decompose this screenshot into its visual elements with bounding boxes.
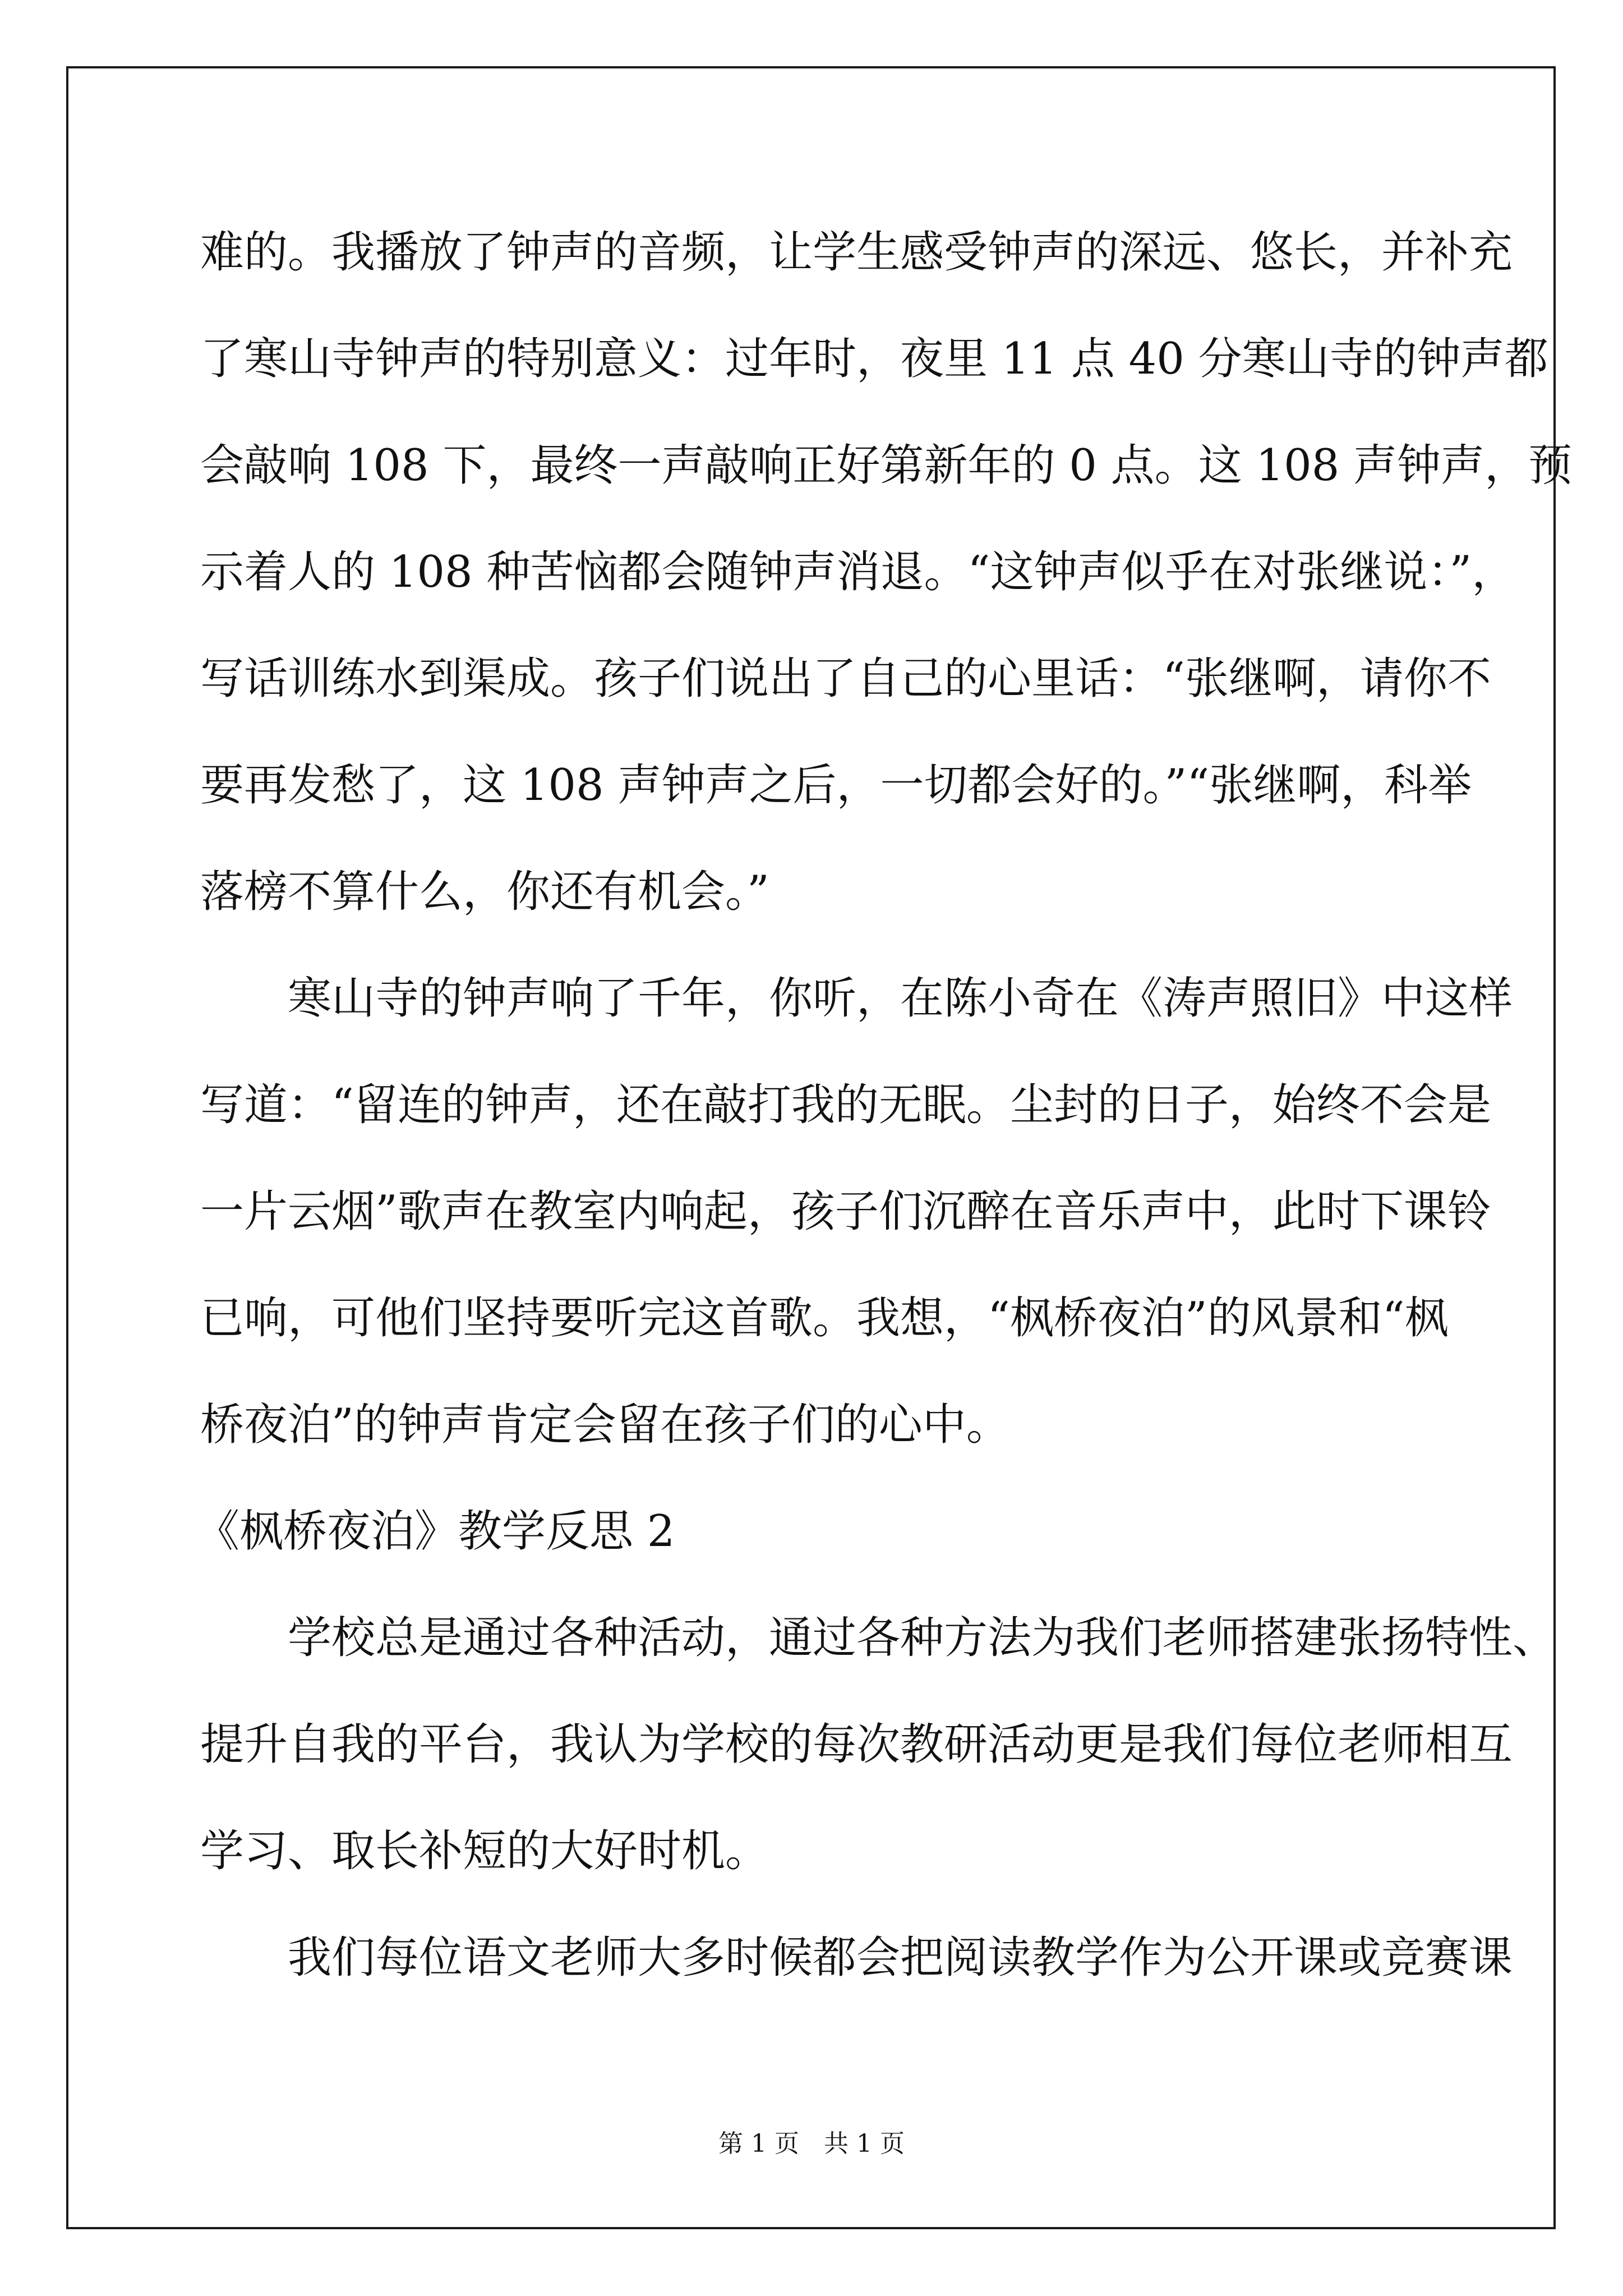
document-body bbox=[196, 210, 1573, 2022]
text-line: 桥夜泊”的钟声肯定会留在孩子们的心中。 bbox=[200, 1400, 1010, 1450]
page-footer: 第 1 页 共 1 页 bbox=[718, 2129, 905, 2158]
text-line: 我们每位语文老师大多时候都会把阅读教学作为公开课或竞赛课 bbox=[288, 1932, 1513, 1983]
text-line: 要再发愁了，这 108 声钟声之后，一切都会好的。”“张继啊，科举 bbox=[200, 760, 1472, 811]
paragraph-1 bbox=[200, 210, 1573, 956]
text-line: 会敲响 108 下，最终一声敲响正好第新年的 0 点。这 108 声钟声，预 bbox=[200, 440, 1573, 491]
text-line: 难的。我播放了钟声的音频，让学生感受钟声的深远、悠长，并补充 bbox=[200, 227, 1513, 278]
section-heading: 《枫桥夜泊》教学反思 2 bbox=[196, 1506, 675, 1557]
text-line: 写道：“留连的钟声，还在敲打我的无眠。尘封的日子，始终不会是 bbox=[200, 1080, 1491, 1130]
text-line: 已响，可他们坚持要听完这首歌。我想，“枫桥夜泊”的风景和“枫 bbox=[200, 1293, 1449, 1343]
text-line: 写话训练水到渠成。孩子们说出了自己的心里话：“张继啊，请你不 bbox=[200, 654, 1491, 704]
text-line: 一片云烟”歌声在教室内响起，孩子们沉醉在音乐声中，此时下课铃 bbox=[200, 1186, 1491, 1237]
text-line: 寒山寺的钟声响了千年，你听，在陈小奇在《涛声照旧》中这样 bbox=[288, 973, 1513, 1024]
paragraph-4 bbox=[200, 1916, 1513, 2022]
paragraph-2 bbox=[200, 956, 1513, 1489]
text-line: 学校总是通过各种活动，通过各种方法为我们老师搭建张扬特性、 bbox=[288, 1613, 1557, 1663]
text-line: 落榜不算什么，你还有机会。” bbox=[200, 867, 769, 917]
paragraph-3 bbox=[200, 1596, 1557, 1916]
text-line: 了寒山寺钟声的特别意义：过年时，夜里 11 点 40 分寒山寺的钟声都 bbox=[200, 334, 1548, 384]
text-line: 提升自我的平台，我认为学校的每次教研活动更是我们每位老师相互 bbox=[200, 1719, 1513, 1770]
text-line: 示着人的 108 种苦恼都会随钟声消退。“这钟声似乎在对张继说：”， bbox=[200, 547, 1516, 597]
text-line: 学习、取长补短的大好时机。 bbox=[200, 1826, 769, 1876]
